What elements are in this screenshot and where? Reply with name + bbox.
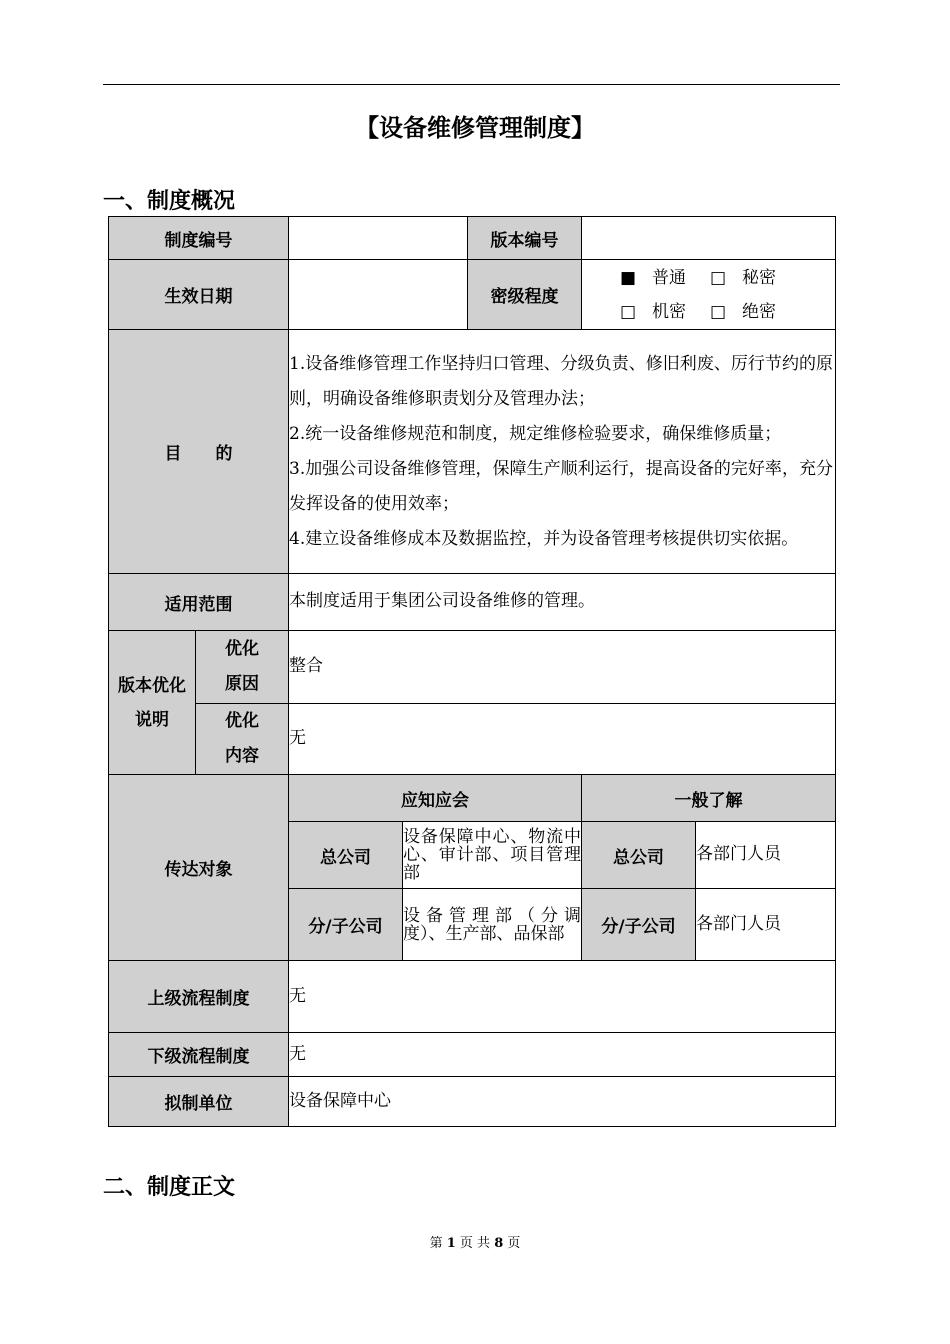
label-distribution-target: 传达对象 xyxy=(109,775,289,961)
head-office-must-know-value: 设备保障中心、物流中心、审计部、项目管理部 xyxy=(403,822,582,889)
label-purpose: 目 的 xyxy=(109,330,289,574)
table-row xyxy=(109,704,836,775)
table-row xyxy=(109,961,836,1033)
label-scope: 适用范围 xyxy=(109,574,289,631)
label-version-number: 版本编号 xyxy=(468,217,582,260)
document-title: 【设备维修管理制度】 xyxy=(355,114,595,142)
table-row xyxy=(109,330,836,574)
option-top-secret: 绝密 xyxy=(742,301,776,322)
checkbox-checked-icon[interactable]: ■ xyxy=(620,267,637,288)
section-heading-overview: 一、制度概况 xyxy=(103,189,236,214)
subsidiary-general-value: 各部门人员 xyxy=(696,889,836,961)
version-number-field[interactable] xyxy=(582,217,836,260)
label-drafting-unit: 拟制单位 xyxy=(109,1077,289,1127)
table-row xyxy=(109,260,836,330)
header-rule xyxy=(103,84,840,85)
label-optimization-content: 优化内容 xyxy=(196,704,289,775)
label-subsidiary: 分/子公司 xyxy=(582,889,696,961)
purpose-item: 1.设备维修管理工作坚持归口管理、分级负责、修旧利废、厉行节约的原则，明确设备维修职责划分及管理办法； xyxy=(289,353,833,409)
purpose-text xyxy=(289,330,836,574)
table-row xyxy=(109,1033,836,1077)
footer-di: 第 xyxy=(429,1236,443,1251)
section-heading-body: 二、制度正文 xyxy=(103,1175,236,1200)
effective-date-field[interactable] xyxy=(289,260,468,330)
table-row xyxy=(109,775,836,822)
label-lower-process: 下级流程制度 xyxy=(109,1033,289,1077)
label-general-awareness: 一般了解 xyxy=(582,775,836,822)
option-secret: 秘密 xyxy=(742,267,776,288)
label-effective-date: 生效日期 xyxy=(109,260,289,330)
table-row xyxy=(109,217,836,260)
label-subsidiary: 分/子公司 xyxy=(289,889,403,961)
label-optimization-reason: 优化原因 xyxy=(196,631,289,704)
page-number: 1 xyxy=(446,1236,456,1251)
optimization-reason-value: 整合 xyxy=(289,631,836,704)
label-version-optimization: 版本优化说明 xyxy=(109,631,196,775)
page-footer xyxy=(0,1232,950,1251)
optimization-content-value: 无 xyxy=(289,704,836,775)
upper-process-value: 无 xyxy=(289,961,836,1033)
lower-process-value: 无 xyxy=(289,1033,836,1077)
table-row xyxy=(109,574,836,631)
checkbox-unchecked-icon[interactable]: □ xyxy=(620,301,637,322)
option-confidential: 机密 xyxy=(652,301,686,322)
purpose-item: 4.建立设备维修成本及数据监控，并为设备管理考核提供切实依据。 xyxy=(289,528,799,549)
label-upper-process: 上级流程制度 xyxy=(109,961,289,1033)
subsidiary-must-know-value: 设备管理部（分调度）、生产部、品保部 xyxy=(403,889,582,961)
label-confidentiality: 密级程度 xyxy=(468,260,582,330)
option-normal: 普通 xyxy=(652,267,686,288)
confidentiality-options xyxy=(582,260,836,330)
checkbox-unchecked-icon[interactable]: □ xyxy=(710,267,727,288)
drafting-unit-value: 设备保障中心 xyxy=(289,1077,836,1127)
table-row xyxy=(109,631,836,704)
label-policy-number: 制度编号 xyxy=(109,217,289,260)
scope-value: 本制度适用于集团公司设备维修的管理。 xyxy=(289,574,836,631)
label-must-know: 应知应会 xyxy=(289,775,582,822)
label-head-office: 总公司 xyxy=(289,822,403,889)
checkbox-unchecked-icon[interactable]: □ xyxy=(710,301,727,322)
overview-table xyxy=(108,216,836,1127)
purpose-item: 2.统一设备维修规范和制度，规定维修检验要求，确保维修质量； xyxy=(289,423,782,444)
footer-ye: 页 xyxy=(507,1236,521,1251)
policy-number-field[interactable] xyxy=(289,217,468,260)
label-head-office: 总公司 xyxy=(582,822,696,889)
footer-ye-gong: 页 共 xyxy=(459,1236,491,1251)
table-row xyxy=(109,1077,836,1127)
purpose-item: 3.加强公司设备维修管理，保障生产顺利运行，提高设备的完好率，充分发挥设备的使用效率； xyxy=(289,458,833,514)
page-total: 8 xyxy=(494,1236,504,1251)
head-office-general-value: 各部门人员 xyxy=(696,822,836,889)
